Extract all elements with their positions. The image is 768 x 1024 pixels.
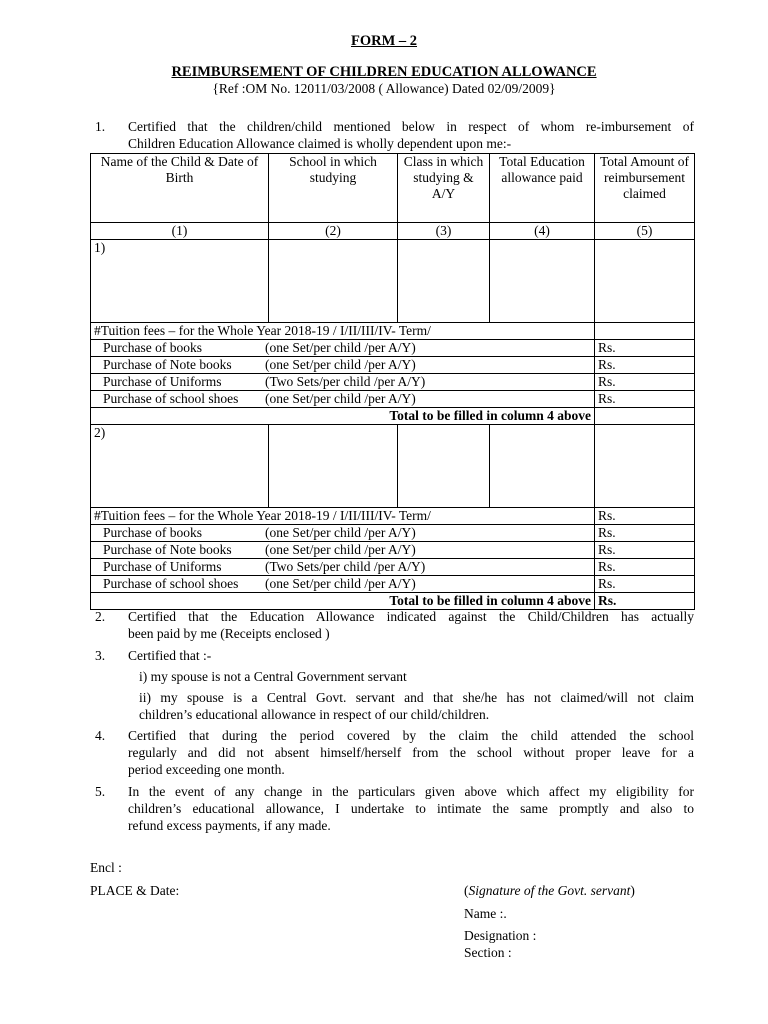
para4-line1: Certified that during the period covered by the claim the child attended the school [128, 728, 694, 743]
child-entry-row [91, 240, 695, 323]
column-number: (3) [398, 223, 490, 240]
expense-item [91, 576, 595, 593]
para2-line1: Certified that the Education Allowance indicated against the Child/Children has actually [128, 609, 694, 624]
column-number-row [91, 223, 695, 240]
school-cell[interactable] [269, 425, 398, 508]
total-amount-cell[interactable] [595, 408, 695, 425]
para4-text [128, 727, 694, 778]
reference-line: {Ref :OM No. 12011/03/2008 ( Allowance) Dated 02/09/2009} [212, 81, 556, 96]
amount-cell[interactable]: Rs. [595, 525, 695, 542]
para4-line2: regularly and did not absent himself/herself from the school without proper leave for a [128, 745, 694, 760]
para5-number: 5. [95, 784, 106, 799]
expense-row [91, 559, 695, 576]
expense-detail: (one Set/per child /per A/Y) [265, 391, 416, 406]
expense-name: Purchase of Note books [103, 542, 232, 557]
signature-label: Signature of the Govt. servant [468, 883, 631, 898]
para2-line2: been paid by me (Receipts enclosed ) [128, 626, 330, 641]
expense-row [91, 576, 695, 593]
class-cell[interactable] [398, 425, 490, 508]
expense-detail: (Two Sets/per child /per A/Y) [265, 374, 426, 389]
expense-row [91, 391, 695, 408]
para5-text [128, 783, 694, 834]
para5-line3: refund excess payments, if any made. [128, 818, 331, 833]
expense-name: Purchase of school shoes [103, 576, 239, 591]
total-row [91, 408, 695, 425]
expense-name: Purchase of books [103, 525, 202, 540]
allowance-paid-cell[interactable] [490, 425, 595, 508]
section-label: Section : [464, 945, 512, 960]
expense-row [91, 374, 695, 391]
tuition-label: #Tuition fees – for the Whole Year 2018-19 / I/II/III/IV- Term/ [91, 508, 595, 525]
amount-cell[interactable]: Rs. [595, 542, 695, 559]
designation-label: Designation : [464, 928, 537, 943]
expense-item [91, 525, 595, 542]
amount-cell[interactable]: Rs. [595, 559, 695, 576]
header-row [91, 154, 695, 223]
para5-line1: In the event of any change in the particulars given above which affect my eligibility for [128, 784, 694, 799]
column-number: (5) [595, 223, 695, 240]
para4-number: 4. [95, 728, 106, 743]
expense-name: Purchase of school shoes [103, 391, 239, 406]
expense-item [91, 542, 595, 559]
para2-number: 2. [95, 609, 106, 624]
allowance-paid-cell[interactable] [490, 240, 595, 323]
para1-line2: Children Education Allowance claimed is wholly dependent upon me:- [128, 136, 512, 151]
para4-line3: period exceeding one month. [128, 762, 285, 777]
expense-name: Purchase of books [103, 340, 202, 355]
amount-cell[interactable]: Rs. [595, 576, 695, 593]
tuition-row [91, 323, 695, 340]
para2-text [128, 608, 694, 642]
header-cell: Class in which studying & A/Y [398, 154, 490, 223]
expense-detail: (one Set/per child /per A/Y) [265, 357, 416, 372]
school-cell[interactable] [269, 240, 398, 323]
para3-intro: Certified that :- [128, 648, 212, 663]
para5-line2: children’s educational allowance, I undertake to intimate the same promptly and also to [128, 801, 694, 816]
tuition-row [91, 508, 695, 525]
expense-row [91, 525, 695, 542]
para3-ii-line1: ii) my spouse is a Central Govt. servant and that she/he has not claimed/will not claim [139, 690, 694, 705]
para1-line1: Certified that the children/child mentioned below in respect of whom re-imbursement of [128, 119, 694, 134]
expense-name: Purchase of Uniforms [103, 559, 222, 574]
expense-name: Purchase of Note books [103, 357, 232, 372]
para3-ii-line2: children’s educational allowance in respect of our child/children. [139, 707, 490, 722]
expense-detail: (one Set/per child /per A/Y) [265, 340, 416, 355]
expense-row [91, 357, 695, 374]
tuition-label: #Tuition fees – for the Whole Year 2018-19 / I/II/III/IV- Term/ [91, 323, 595, 340]
column-number: (1) [91, 223, 269, 240]
expense-detail: (one Set/per child /per A/Y) [265, 542, 416, 557]
expense-detail: (one Set/per child /per A/Y) [265, 576, 416, 591]
column-number: (2) [269, 223, 398, 240]
para3-option-ii [139, 689, 694, 723]
main-title: REIMBURSEMENT OF CHILDREN EDUCATION ALLOWANCE [171, 64, 597, 80]
total-amount-cell[interactable]: Rs. [595, 593, 695, 610]
class-cell[interactable] [398, 240, 490, 323]
enclosure-label: Encl : [90, 860, 122, 875]
amount-claimed-cell[interactable] [595, 425, 695, 508]
child-label: 1) [91, 240, 269, 323]
allowance-table [90, 153, 695, 610]
expense-row [91, 340, 695, 357]
signature-line: (Signature of the Govt. servant) [464, 883, 635, 898]
amount-cell[interactable]: Rs. [595, 357, 695, 374]
para1-number: 1. [95, 119, 106, 134]
expense-item [91, 357, 595, 374]
header-cell: Name of the Child & Date of Birth [91, 154, 269, 223]
header-cell: School in which studying [269, 154, 398, 223]
amount-cell[interactable]: Rs. [595, 391, 695, 408]
header-cell: Total Amount of reimbursement claimed [595, 154, 695, 223]
amount-cell[interactable]: Rs. [595, 508, 695, 525]
expense-item [91, 374, 595, 391]
expense-detail: (one Set/per child /per A/Y) [265, 525, 416, 540]
amount-cell[interactable] [595, 323, 695, 340]
name-label: Name :. [464, 906, 507, 921]
expense-row [91, 542, 695, 559]
amount-claimed-cell[interactable] [595, 240, 695, 323]
header-cell: Total Education allowance paid [490, 154, 595, 223]
expense-detail: (Two Sets/per child /per A/Y) [265, 559, 426, 574]
para1-text [128, 118, 694, 152]
expense-item [91, 559, 595, 576]
amount-cell[interactable]: Rs. [595, 374, 695, 391]
child-label: 2) [91, 425, 269, 508]
para3-option-i: i) my spouse is not a Central Government servant [139, 669, 407, 684]
expense-item [91, 340, 595, 357]
column-number: (4) [490, 223, 595, 240]
expense-name: Purchase of Uniforms [103, 374, 222, 389]
child-entry-row [91, 425, 695, 508]
amount-cell[interactable]: Rs. [595, 340, 695, 357]
expense-item [91, 391, 595, 408]
form-title: FORM – 2 [350, 33, 418, 49]
total-row [91, 593, 695, 610]
place-date-label: PLACE & Date: [90, 883, 180, 898]
para3-number: 3. [95, 648, 106, 663]
total-label: Total to be filled in column 4 above [91, 408, 595, 425]
total-label: Total to be filled in column 4 above [91, 593, 595, 610]
